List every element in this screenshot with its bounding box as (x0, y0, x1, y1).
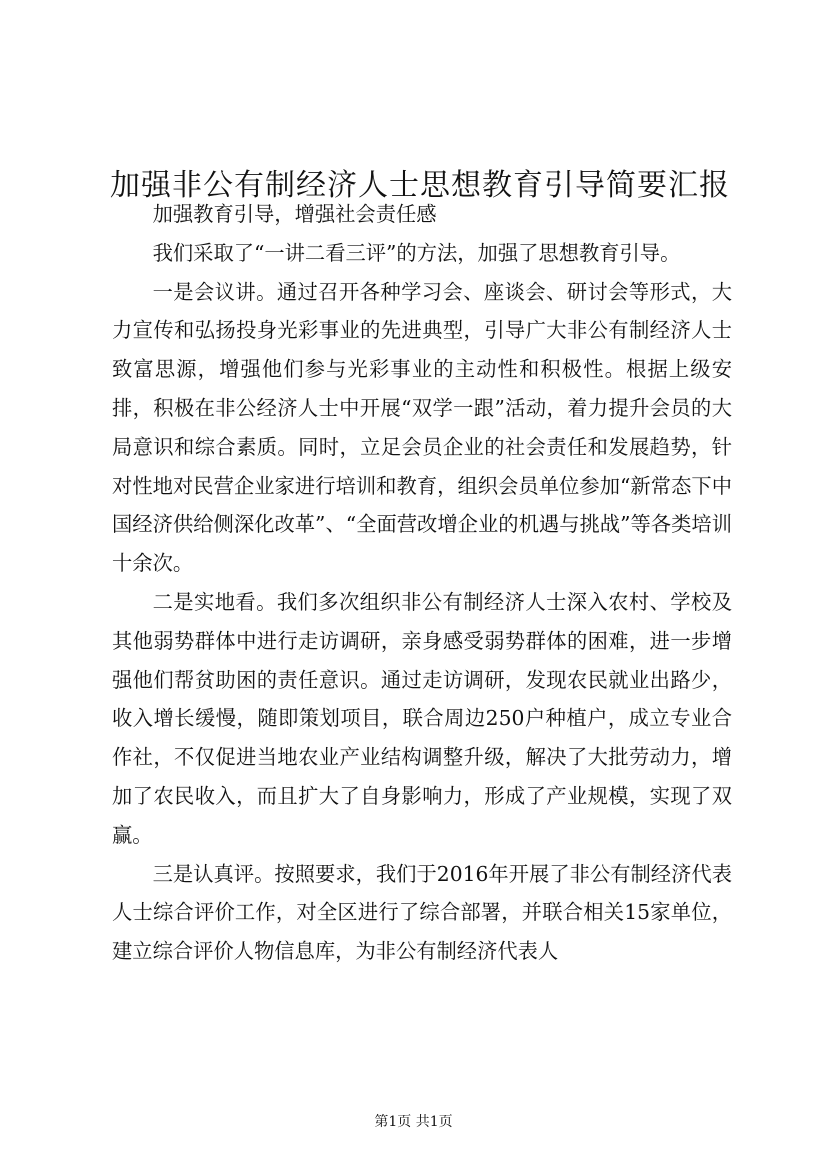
paragraph-evaluation: 三是认真评。按照要求，我们于2016年开展了非公有制经济代表人士综合评价工作，对全区进行了综合部署，并联合相关15家单位，建立综合评价人物信息库，为非公有制经济代表人 (112, 861, 732, 964)
paragraph-field-visit: 二是实地看。我们多次组织非公有制经济人士深入农村、学校及其他弱势群体中进行走访调研，亲身感受弱势群体的困难，进一步增强他们帮贫助困的责任意识。通过走访调研，发现农民就业出路少，收入增长缓慢，随即策划项目，联合周边250户种植户，成立专业合作社，不仅促进当地农业产业结构调整升级，解决了大批劳动力，增加了农民收入，而且扩大了自身影响力，形成了产业规模，实现了双赢。 (112, 589, 732, 847)
paragraph-intro: 我们采取了“一讲二看三评”的方法，加强了思想教育引导。 (152, 240, 681, 265)
paragraph-meeting: 一是会议讲。通过召开各种学习会、座谈会、研讨会等形式，大力宣传和弘扬投身光彩事业的先进典型，引导广大非公有制经济人士致富思源，增强他们参与光彩事业的主动性和积极性。根据上级安排，积极在非公经济人士中开展“双学一跟”活动，着力提升会员的大局意识和综合素质。同时，立足会员企业的社会责任和发展趋势，针对性地对民营企业家进行培训和教育，组织会员单位参加“新常态下中国经济供给侧深化改革”、“全面营改增企业的机遇与挑战”等各类培训十余次。 (112, 279, 732, 576)
page-number-footer: 第1页 共1页 (374, 1114, 453, 1130)
document-body (112, 195, 732, 971)
document-title: 加强非公有制经济人士思想教育引导简要汇报 (110, 168, 730, 204)
section-heading: 加强教育引导，增强社会责任感 (152, 202, 437, 226)
